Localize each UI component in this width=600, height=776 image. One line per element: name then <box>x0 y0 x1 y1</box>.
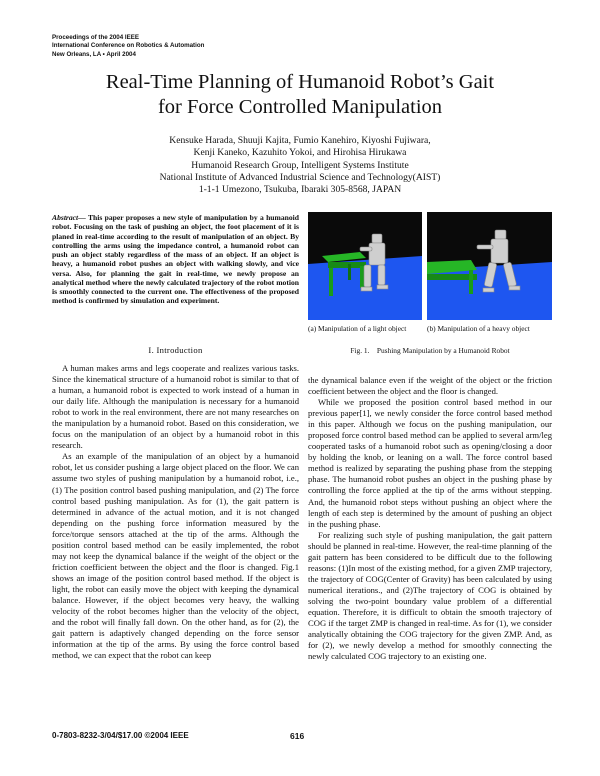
author-block <box>0 135 600 196</box>
proceedings-line-2: International Conference on Robotics & Automation <box>52 42 205 50</box>
paper-title <box>0 70 600 120</box>
authors-line-1: Kensuke Harada, Shuuji Kajita, Fumio Kanehiro, Kiyoshi Fujiwara, <box>169 135 431 146</box>
abstract-label: Abstract <box>52 213 79 222</box>
figure-1b-image <box>427 212 552 320</box>
fig1a-table-leg-3 <box>348 264 351 280</box>
proceedings-line-3: New Orleans, LA • April 2004 <box>52 50 136 58</box>
proceedings-line-1: Proceedings of the 2004 IEEE <box>52 34 139 41</box>
authors-line-2: Kenji Kaneko, Kazuhito Yokoi, and Hirohisa Hirukawa <box>193 147 407 159</box>
affiliation-1: Humanoid Research Group, Intelligent Systems Institute <box>191 159 409 171</box>
intro-paragraph-2: As an example of the manipulation of an object by a humanoid robot, let us consider pushing a large object placed on the floor. We can assume two styles of pushing manipulation by a humanoid robot, i.e., (1) The position control based pushing manipulation, and (2) The force control based pushing manipulation. As for (1), the gait pattern is determined in advance of the actual motion, and it is not changed depending on the pushing force information measured by the force/torque sensors attached at the tip of the arms. Although the position control based method can be easily implemented, the robot may not keep the dynamical balance if the weight of the object or the friction coefficient between the object and the floor is changed. Fig.1 shows an image of the position control based method. If the object is light, the robot can easily move the object with keeping the dynamical balance. However, if the object becomes very heavy, the walking velocity of the robot becomes higher than the velocity of the object, and the robot will finally fall down. On the other hand, as for (2), the gait pattern is adaptively changed depending on the force sensor information at the tip of the arms. By using the force control based method, we can expect that the robot can keep <box>52 451 299 661</box>
figure-1b-subcaption: (b) Manipulation of a heavy object <box>427 324 530 333</box>
intro-paragraph-2-continued: the dynamical balance even if the weight of the object or the friction coefficient between the object and the floor is changed. <box>308 375 552 397</box>
column-left <box>52 363 299 661</box>
affiliation-2: National Institute of Advanced Industrial Science and Technology(AIST) <box>159 171 441 183</box>
proceedings-header <box>52 34 204 59</box>
abstract-text: — This paper proposes a new style of manipulation by a humanoid robot. Focusing on the task of pushing an object, the foot placement of it is planed in real-time according to the result of manipulation of an object. By controlling the arms using the impedance control, a humanoid robot can push an object stably regardless of the mass of an object. If an object is heavy, a humanoid robot pushes an object with walking slowly, and vice versa. Also, for planning the gait in real-time, we newly propose an analytical method where the newly calculated trajectory of the robot motion is smoothly connected to the current one. The effectiveness of the proposed method is confirmed by simulation and experiment. <box>52 213 299 306</box>
affiliation-3: 1-1-1 Umezono, Tsukuba, Ibaraki 305-8568, JAPAN <box>198 184 402 196</box>
fig1a-table-leg-1 <box>329 268 333 296</box>
figure-1-caption: Fig. 1. Pushing Manipulation by a Humanoid Robot <box>350 346 510 355</box>
intro-paragraph-3: While we proposed the position control based method in our previous paper[1], we newly consider the force control based method in this paper. Although we focus on the pushing manipulation, our proposed force control based method can be applied to several arm/leg cooperated tasks of a humanoid robot such as opening/closing a door by holding the knob, or leaning on a wall. The force control based method is realized by separating the pushing phase from the stepping phase. The humanoid robot pushes an object in the pushing phase by controlling the force applied at the tip of the arms without stepping. And, the humanoid robot steps without pushing an object where the length of each step is determined by the amount of pushing an object in the pushing phase. <box>308 397 552 529</box>
fig1a-table-leg-2 <box>360 266 364 288</box>
column-right <box>308 375 552 662</box>
title-line-2: for Force Controlled Manipulation <box>157 96 443 118</box>
abstract <box>52 213 299 306</box>
intro-paragraph-4: For realizing such style of pushing manipulation, the gait pattern should be planned in real-time. However, the real-time planning of the gait pattern has been considered to be difficult due to the following reasons: (1)In most of the existing method, for a given ZMP trajectory, the trajectory of COG(Center of Gravity) has been calculated by using numerical iterations., and (2)The trajectory of COG is obtained by solving the two-point boundary value problem of a differential equation. Therefore, it is difficult to obtain the smooth trajectory of COG if the target ZMP is changed in real-time. As for (1), we consider analytically obtaining the COG trajectory for the given ZMP. And, as for (2), we newly develop a method for smoothly connecting the newly calculated COG trajectory to an existing one. <box>308 529 552 662</box>
section-heading-introduction: I. Introduction <box>148 345 203 355</box>
intro-paragraph-1: A human makes arms and legs cooperate and realizes various tasks. Since the kinematical structure of a humanoid robot is similar to that of a human, a humanoid robot is expected to work instead of a human in our daily life. Although the manipulation is necessary for a humanoid robot to work in the real environment, there are not many researches on the manipulation by a humanoid robot. Based on this consideration, we focus on the manipulation of an object by a humanoid robot in this research. <box>52 363 299 451</box>
page-number: 616 <box>290 731 305 741</box>
figure-1a-image <box>308 212 422 320</box>
fig1b-table-leg <box>469 270 473 294</box>
footer-isbn: 0-7803-8232-3/04/$17.00 ©2004 IEEE <box>52 731 189 740</box>
title-line-1: Real-Time Planning of Humanoid Robot’s Gait <box>105 71 495 93</box>
figure-1a-subcaption: (a) Manipulation of a light object <box>308 324 407 333</box>
